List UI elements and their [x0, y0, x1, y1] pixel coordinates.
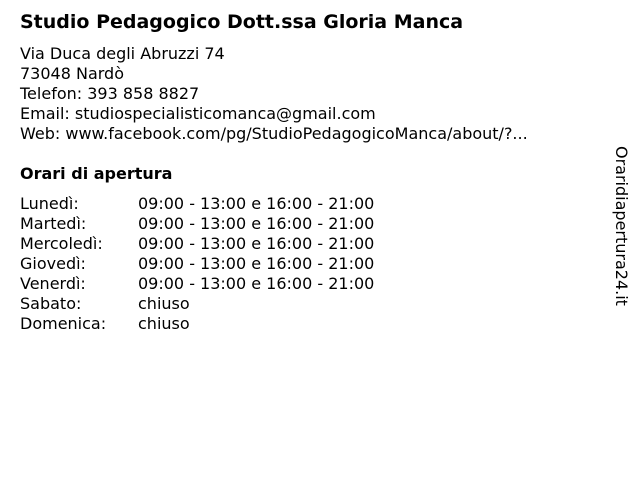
email-address: Email: studiospecialisticomanca@gmail.com [20, 104, 376, 123]
day-hours: 09:00 - 13:00 e 16:00 - 21:00 [138, 214, 375, 233]
hours-row-wednesday [20, 234, 374, 254]
day-hours: 09:00 - 13:00 e 16:00 - 21:00 [138, 274, 375, 293]
hours-row-monday [20, 194, 374, 214]
contact-info [20, 44, 528, 144]
day-hours: 09:00 - 13:00 e 16:00 - 21:00 [138, 254, 375, 273]
hours-row-thursday [20, 254, 374, 274]
day-label: Sabato: [20, 294, 82, 313]
business-title: Studio Pedagogico Dott.ssa Gloria Manca [20, 11, 464, 33]
day-label: Lunedì: [20, 194, 79, 213]
hours-row-friday [20, 274, 374, 294]
day-hours: 09:00 - 13:00 e 16:00 - 21:00 [138, 234, 375, 253]
day-label: Domenica: [20, 314, 107, 333]
day-label: Martedì: [20, 214, 87, 233]
day-hours: 09:00 - 13:00 e 16:00 - 21:00 [138, 194, 375, 213]
phone-number: Telefon: 393 858 8827 [20, 84, 200, 103]
website-url: Web: www.facebook.com/pg/StudioPedagogicoManca/about/?... [20, 124, 528, 143]
day-label: Venerdì: [20, 274, 86, 293]
address-street: Via Duca degli Abruzzi 74 [20, 44, 225, 63]
opening-hours-title: Orari di apertura [20, 164, 173, 183]
day-hours: chiuso [138, 294, 190, 313]
hours-row-tuesday [20, 214, 374, 234]
address-city: 73048 Nardò [20, 64, 124, 83]
opening-hours-table [20, 194, 374, 334]
day-label: Giovedì: [20, 254, 86, 273]
site-brand-vertical [604, 136, 638, 316]
site-brand-text: Oraridiapertura24.it [612, 146, 631, 306]
day-label: Mercoledì: [20, 234, 103, 253]
day-hours: chiuso [138, 314, 190, 333]
hours-row-sunday [20, 314, 374, 334]
hours-row-saturday [20, 294, 374, 314]
